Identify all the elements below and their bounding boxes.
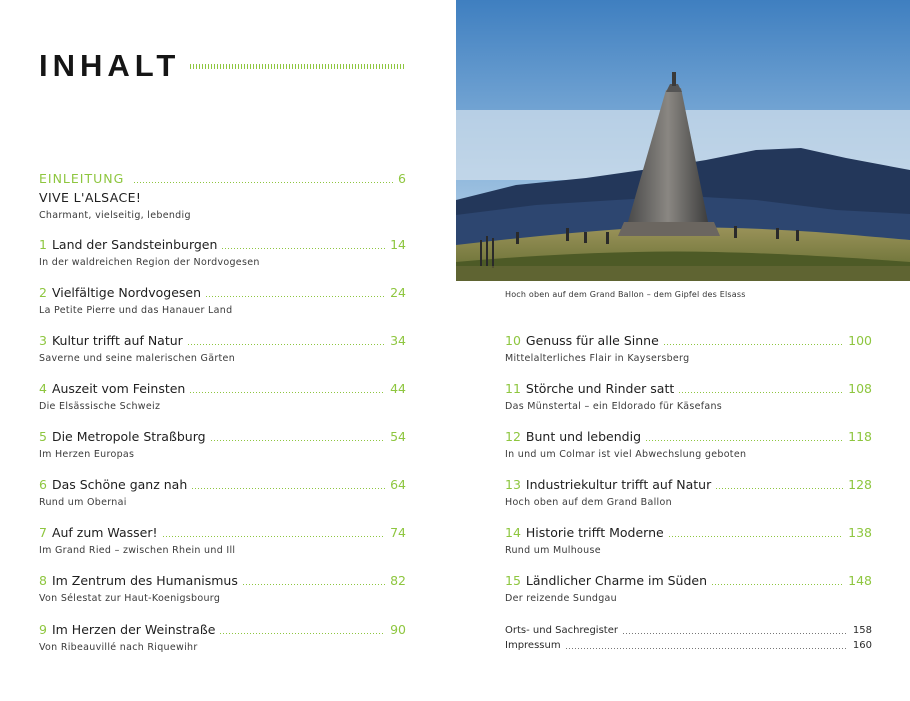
page-title: INHALT <box>39 48 181 83</box>
chapter-subtitle: Die Elsässische Schweiz <box>39 401 161 412</box>
dot-leader <box>712 584 843 585</box>
chapter-number: 7 <box>39 525 47 540</box>
toc-entry-chapter-7[interactable] <box>39 525 406 556</box>
intro-title: VIVE L'ALSACE! <box>39 190 142 205</box>
grand-ballon-photo <box>456 0 910 281</box>
landscape-illustration <box>456 0 910 281</box>
chapter-title: Auszeit vom Feinsten <box>51 381 186 396</box>
chapter-subtitle: In und um Colmar ist viel Abwechslung geboten <box>505 449 747 460</box>
toc-entry-chapter-6[interactable] <box>39 477 406 508</box>
chapter-page: 54 <box>390 429 406 444</box>
chapter-title: Genuss für alle Sinne <box>525 333 659 348</box>
toc-entry-chapter-4[interactable] <box>39 381 406 412</box>
chapter-title: Vielfältige Nordvogesen <box>51 285 202 300</box>
chapter-number: 6 <box>39 477 47 492</box>
chapter-subtitle: La Petite Pierre und das Hanauer Land <box>39 305 233 316</box>
chapter-number: 5 <box>39 429 47 444</box>
chapter-page: 44 <box>390 381 406 396</box>
appendix-title: Impressum <box>505 640 561 651</box>
toc-entry-imprint[interactable] <box>505 640 872 651</box>
chapter-page: 108 <box>848 381 872 396</box>
chapter-subtitle: Saverne und seine malerischen Gärten <box>39 353 236 364</box>
chapter-number: 15 <box>505 573 521 588</box>
chapter-page: 100 <box>848 333 872 348</box>
dot-leader <box>669 536 843 537</box>
chapter-title: Land der Sandsteinburgen <box>51 237 218 252</box>
chapter-title: Auf zum Wasser! <box>51 525 158 540</box>
chapter-title: Industriekultur trifft auf Natur <box>525 477 712 492</box>
chapter-title: Die Metropole Straßburg <box>51 429 206 444</box>
chapter-title: Das Schöne ganz nah <box>51 477 188 492</box>
chapter-page: 82 <box>390 573 406 588</box>
toc-entry-chapter-1[interactable] <box>39 237 406 268</box>
dot-leader <box>623 633 848 634</box>
chapter-title: Ländlicher Charme im Süden <box>525 573 708 588</box>
appendix-title: Orts- und Sachregister <box>505 625 618 636</box>
chapter-subtitle: Von Ribeauvillé nach Riquewihr <box>39 642 198 653</box>
chapter-title: Kultur trifft auf Natur <box>51 333 183 348</box>
intro-subtitle: Charmant, vielseitig, lebendig <box>39 210 191 221</box>
photo-caption: Hoch oben auf dem Grand Ballon – dem Gipfel des Elsass <box>505 290 746 299</box>
dot-leader <box>134 182 393 183</box>
toc-entry-chapter-15[interactable] <box>505 573 872 604</box>
dot-leader <box>188 344 385 345</box>
chapter-title: Störche und Rinder satt <box>525 381 675 396</box>
chapter-number: 4 <box>39 381 47 396</box>
toc-entry-chapter-5[interactable] <box>39 429 406 460</box>
dot-leader <box>163 536 386 537</box>
chapter-page: 24 <box>390 285 406 300</box>
dot-leader <box>664 344 843 345</box>
chapter-number: 11 <box>505 381 521 396</box>
dot-leader <box>206 296 385 297</box>
chapter-subtitle: Rund um Obernai <box>39 497 127 508</box>
chapter-number: 12 <box>505 429 521 444</box>
chapter-page: 90 <box>390 622 406 637</box>
chapter-subtitle: Von Sélestat zur Haut-Koenigsbourg <box>39 593 221 604</box>
toc-entry-intro[interactable] <box>39 171 406 221</box>
toc-entry-index[interactable] <box>505 625 872 636</box>
chapter-page: 14 <box>390 237 406 252</box>
chapter-subtitle: Das Münstertal – ein Eldorado für Käsefans <box>505 401 723 412</box>
dot-leader <box>220 633 385 634</box>
chapter-number: 13 <box>505 477 521 492</box>
dot-leader <box>646 440 843 441</box>
dot-leader <box>566 648 848 649</box>
chapter-subtitle: Im Herzen Europas <box>39 449 135 460</box>
chapter-subtitle: Hoch oben auf dem Grand Ballon <box>505 497 672 508</box>
dot-leader <box>716 488 843 489</box>
toc-entry-chapter-13[interactable] <box>505 477 872 508</box>
appendix-page: 160 <box>852 640 872 651</box>
toc-entry-chapter-14[interactable] <box>505 525 872 556</box>
chapter-subtitle: Rund um Mulhouse <box>505 545 601 556</box>
chapter-page: 138 <box>848 525 872 540</box>
toc-entry-chapter-11[interactable] <box>505 381 872 412</box>
toc-entry-chapter-10[interactable] <box>505 333 872 364</box>
dot-leader <box>192 488 385 489</box>
dot-leader <box>222 248 385 249</box>
dot-leader <box>243 584 385 585</box>
dot-leader <box>679 392 843 393</box>
chapter-subtitle: Mittelalterliches Flair in Kaysersberg <box>505 353 690 364</box>
chapter-page: 148 <box>848 573 872 588</box>
chapter-number: 9 <box>39 622 47 637</box>
intro-page: 6 <box>398 171 406 186</box>
dot-leader <box>190 392 385 393</box>
chapter-number: 10 <box>505 333 521 348</box>
chapter-page: 74 <box>390 525 406 540</box>
chapter-number: 2 <box>39 285 47 300</box>
chapter-page: 34 <box>390 333 406 348</box>
chapter-title: Historie trifft Moderne <box>525 525 664 540</box>
chapter-subtitle: Der reizende Sundgau <box>505 593 617 604</box>
toc-entry-chapter-2[interactable] <box>39 285 406 316</box>
toc-entry-chapter-12[interactable] <box>505 429 872 460</box>
chapter-page: 128 <box>848 477 872 492</box>
chapter-number: 14 <box>505 525 521 540</box>
toc-entry-chapter-8[interactable] <box>39 573 406 604</box>
intro-label: EINLEITUNG <box>39 171 125 186</box>
appendix-page: 158 <box>852 625 872 636</box>
chapter-page: 118 <box>848 429 872 444</box>
chapter-number: 8 <box>39 573 47 588</box>
chapter-subtitle: Im Grand Ried – zwischen Rhein und Ill <box>39 545 236 556</box>
chapter-subtitle: In der waldreichen Region der Nordvogesen <box>39 257 260 268</box>
chapter-title: Im Herzen der Weinstraße <box>51 622 216 637</box>
toc-entry-chapter-3[interactable] <box>39 333 406 364</box>
chapter-number: 1 <box>39 237 47 252</box>
dot-leader <box>211 440 386 441</box>
chapter-title: Im Zentrum des Humanismus <box>51 573 238 588</box>
title-decorative-rule <box>190 64 405 69</box>
chapter-page: 64 <box>390 477 406 492</box>
toc-entry-chapter-9[interactable] <box>39 622 406 653</box>
chapter-title: Bunt und lebendig <box>525 429 642 444</box>
chapter-number: 3 <box>39 333 47 348</box>
